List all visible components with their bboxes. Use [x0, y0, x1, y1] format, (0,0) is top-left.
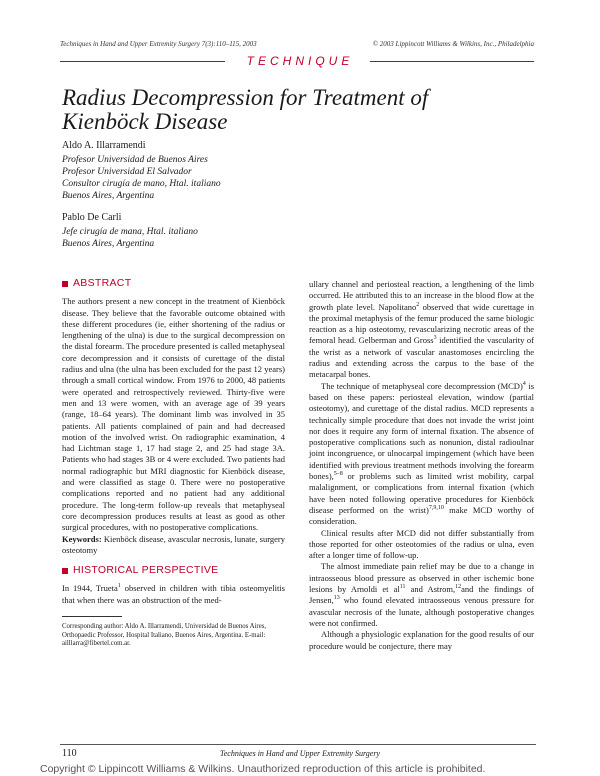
citation[interactable]: 5–8	[333, 471, 343, 478]
author-affiliation: Buenos Aires, Argentina	[62, 191, 155, 201]
right-column	[309, 279, 534, 652]
abstract-text: The authors present a new concept in the treatment of Kienböck disease. They believe that the favorable outcome obtained with these different procedures (ie, either shortening of the radius or lengthening of the ulna) is due to the surgical decompression on the distal forearm. The procedure presented is called metaphyseal core decompression and it consists of curettage of the distal radius and ulna (the ulna has been excluded for the past 12 years) through a small cortical window. From 1976 to 2000, 48 patients were operated and retrospectively reviewed. Thirty-five were men and 13 were women, with an average age of 39 years (range, 18–64 years). The dominant limb was involved in 35 patients. All patients complained of pain and had decreased motion of the involved wrist. On radiographic examination, 4 had Lichtman stage 1, 17 had stage 2, and 25 had stage 3A. Patients who had stages 3B or 4 were excluded. Two patients had normal radiographic but MRI diagnostic for Kienböck disease, and were classified as stage 0. There were no postoperative complications reported and no patient had any additional procedure. The long-term follow-up reveals that metaphyseal core decompression produces results at least as good as other surgical procedures, with no postoperative complications.	[62, 296, 285, 533]
citation[interactable]: 11	[399, 584, 406, 591]
text-run: The almost immediate pain relief may be due to a change in intraosseous blood pressure as observed in other ischemic bone lesions by Arnoldi et al	[309, 561, 534, 595]
abstract-heading-text: ABSTRACT	[73, 277, 132, 289]
text-run: observed in children with tibia osteomyelitis that when there was an obstruction of the med-	[62, 583, 285, 605]
citation[interactable]: 12	[455, 584, 462, 591]
author-affiliation: Jefe cirugía de mana, Htal. italiano	[62, 227, 198, 237]
historical-paragraph-1-start	[62, 583, 285, 606]
text-run: make MCD worthy of consideration.	[309, 504, 534, 527]
section-rule-left	[60, 61, 225, 62]
author-name: Pablo De Carli	[62, 212, 122, 223]
text-run: and Astrom,	[405, 584, 456, 595]
footer-journal: Techniques in Hand and Upper Extremity Surgery	[220, 749, 380, 758]
text-run: who found elevated intraosseous venous pressure for avascular necrosis of the lunate, although postoperative changes were not confirmed.	[309, 595, 534, 628]
author-affiliation: Profesor Universidad de Buenos Aires	[62, 155, 208, 165]
author-list	[62, 140, 362, 250]
running-head-journal: Techniques in Hand and Upper Extremity Surgery 7(3):110–115, 2003	[60, 40, 257, 48]
author-affiliation: Consultor cirugía de mano, Htal. italiano	[62, 179, 221, 189]
footnote-rule	[62, 616, 122, 617]
abstract-heading	[62, 278, 285, 289]
text-run: In 1944, Trueta	[62, 583, 118, 594]
citation[interactable]: 2	[416, 301, 420, 308]
square-bullet-icon	[62, 281, 68, 287]
author-block	[62, 140, 362, 202]
historical-paragraph-4	[309, 561, 534, 629]
historical-paragraph-2	[309, 381, 534, 528]
text-run: The technique of metaphyseal core decompression (MCD)	[321, 380, 523, 391]
copyright-notice: Copyright © Lippincott Williams & Wilkins. Unauthorized reproduction of this article is prohibited.	[40, 763, 486, 775]
article-title: Radius Decompression for Treatment of Kienböck Disease	[62, 85, 429, 134]
historical-heading	[62, 565, 285, 576]
citation[interactable]: 4	[522, 380, 526, 387]
historical-paragraph-3: Clinical results after MCD did not differ substantially from those reported for other osteotomies of the radius or ulna, even after a longer time of follow-up.	[309, 527, 534, 561]
citation[interactable]: 13	[333, 595, 340, 602]
author-affiliation: Profesor Universidad El Salvador	[62, 167, 192, 177]
author-name: Aldo A. Illarramendi	[62, 140, 146, 151]
footer-rule	[60, 744, 536, 745]
text-run: is based on these papers: periosteal elevation, window (partial osteotomy), and curettage of the distal radius. MCD represents a technically simple procedure that does not invade the wrist joint nor does it require any form of internal fixation. The absence of postoperative complications such as nonunion, distal radioulnar joint incongruence, or ulnocarpal impingement (which have been identified with previous treatment methods involving the forearm bones),	[309, 380, 535, 482]
keywords-label: Keywords:	[62, 533, 102, 544]
author-affiliation: Buenos Aires, Argentina	[62, 239, 155, 249]
keywords-text: Kienböck disease, avascular necrosis, lunate, surgery osteotomy	[62, 533, 285, 555]
historical-paragraph-1-cont: ullary channel and periosteal reaction, a lengthening of the limb occurred. He attributed this to an increase in the blood flow at the growth plate level. Napolitano$^2$ observed that wide curettage in the proximal metaphysis of the femur produced the same biologic reaction as a hip osteotomy, revascularizing necrotic areas of the femoral head. Gelberman and Gross$^3$ identified the vascularity of the wrist as a network of vascular anastomoses encircling the radius and extending across the carpus to the base of the metacarpal bones.	[309, 279, 534, 380]
text-run: and the findings of Jensen,	[309, 584, 534, 606]
running-head-copyright: © 2003 Lippincott Williams & Wilkins, Inc., Philadelphia	[372, 40, 534, 48]
square-bullet-icon	[62, 568, 68, 574]
historical-paragraph-5: Although a physiologic explanation for the good results of our procedure would be conjecture, there may	[309, 629, 534, 651]
corresponding-author-footnote: Corresponding author: Aldo A. Illarramendi, Universidad de Buenos Aires, Orthopaedic Professor, Hospital Italiano, Buenos Aires, Argentina. E-mail: ailllarra@fibertel.com.ar.	[62, 623, 267, 648]
citation[interactable]: 7,9,10	[428, 505, 444, 512]
section-rule-right	[370, 61, 534, 62]
keywords	[62, 534, 285, 557]
page-number: 110	[62, 748, 77, 759]
left-column	[62, 278, 285, 649]
historical-heading-text: HISTORICAL PERSPECTIVE	[73, 564, 219, 577]
section-label: TECHNIQUE	[246, 54, 354, 68]
text-run: or problems such as limited wrist mobility, carpal malalignment, or complications from internal fixation (which have been noted following operative procedures for Kienböck disease performed on the wrist)	[309, 471, 534, 515]
citation[interactable]: 1	[117, 583, 121, 590]
citation[interactable]: 3	[433, 335, 437, 342]
author-block	[62, 212, 362, 250]
